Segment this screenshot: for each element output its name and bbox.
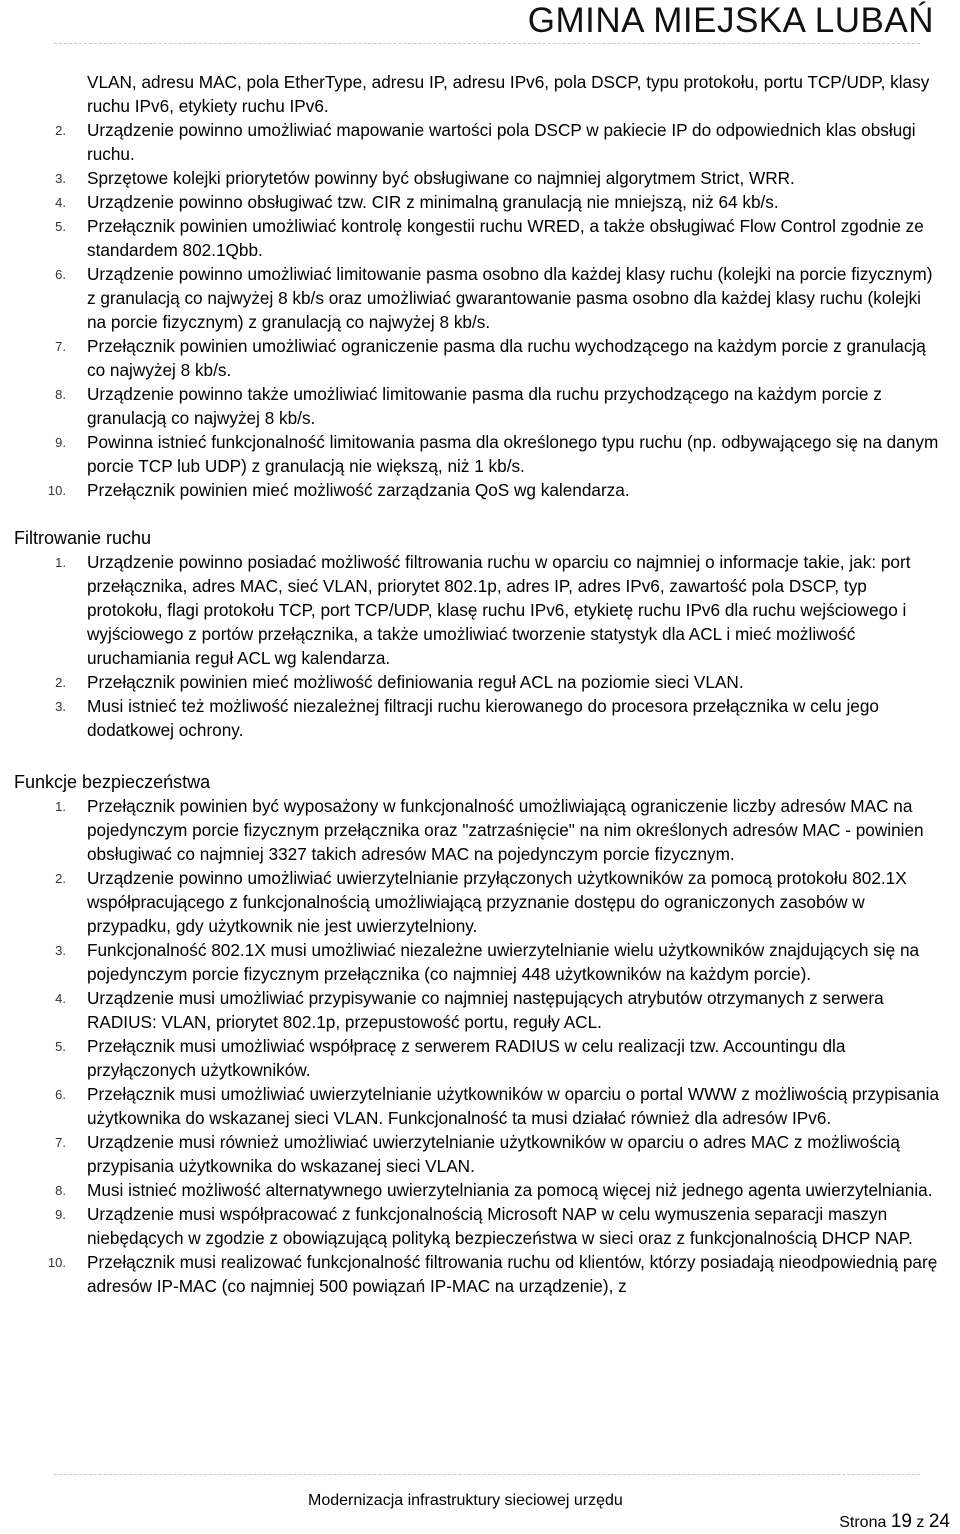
page-current: 19 [890,1511,912,1532]
list-item-text: Musi istnieć możliwość alternatywnego uwierzytelniania za pomocą więcej niż jednego agenta uwierzytelniania. [87,1180,933,1200]
list-item-text: Przełącznik musi realizować funkcjonalność filtrowania ruchu od klientów, którzy posiadają nieodpowiednią parę adresów IP-MAC (co najmniej 500 powiązań IP-MAC na urządzenie), z [87,1252,938,1296]
list-item-number: 2. [55,871,66,886]
list-item [0,938,960,986]
list-item [0,694,960,742]
list-item [0,1034,960,1082]
list-item [0,214,960,262]
list-item-text: Funkcjonalność 802.1X musi umożliwiać niezależne uwierzytelnianie wielu użytkowników znajdujących się na pojedynczym porcie fizycznym przełącznika (co najmniej 448 użytkowników na każdym porcie). [87,940,920,984]
list-item [0,866,960,938]
list-item-number: 3. [55,699,66,714]
list-item [0,334,960,382]
qos-requirements-list [0,70,960,502]
list-item-number: 3. [55,943,66,958]
list-item-number: 6. [55,267,66,282]
list-item-number: 9. [55,435,66,450]
list-item [0,1082,960,1130]
list-item-number: 10. [47,483,66,498]
document-header-title: GMINA MIEJSKA LUBAŃ [527,1,934,40]
list-item-number: 1. [55,555,66,570]
list-item-number: 7. [55,1135,66,1150]
list-item [0,430,960,478]
list-item [0,1178,960,1202]
list-item [0,190,960,214]
list-item-number: 2. [55,675,66,690]
list-item-text: Urządzenie powinno obsługiwać tzw. CIR z minimalną granulacją nie mniejszą, niż 64 kb/s. [87,192,779,212]
list-item-text: Przełącznik powinien być wyposażony w funkcjonalność umożliwiającą ograniczenie liczby adresów MAC na pojedynczym porcie fizycznym przełącznika oraz "zatrzaśnięcie" na nim określonych adresów MAC - powinien obsługiwać co najmniej 3327 takich adresów MAC na pojedynczym porcie fizycznym. [87,796,924,864]
list-item [0,382,960,430]
list-item-number: 4. [55,991,66,1006]
list-item-text: Urządzenie musi umożliwiać przypisywanie co najmniej następujących atrybutów otrzymanych z serwera RADIUS: VLAN, priorytet 802.1p, przepustowość portu, reguły ACL. [87,988,884,1032]
footer-divider [54,1474,920,1475]
list-item-number: 5. [55,219,66,234]
list-item-text: Przełącznik musi umożliwiać uwierzytelnianie użytkowników w oparciu o portal WWW z możliwością przypisania użytkownika do wskazanej sieci VLAN. Funkcjonalność ta musi działać również dla adresów IPv6. [87,1084,940,1128]
list-item-number: 7. [55,339,66,354]
list-item-text: Urządzenie musi również umożliwiać uwierzytelnianie użytkowników w oparciu o adres MAC z możliwością przypisania użytkownika do wskazanej sieci VLAN. [87,1132,900,1176]
list-item-text: Powinna istnieć funkcjonalność limitowania pasma dla określonego typu ruchu (np. odbywającego się na danym porcie TCP lub UDP) z granulacją nie większą, niż 1 kb/s. [87,432,939,476]
list-item [0,986,960,1034]
list-item-text: Sprzętowe kolejki priorytetów powinny być obsługiwane co najmniej algorytmem Strict, WRR. [87,168,795,188]
list-item [0,1130,960,1178]
page-prefix: Strona [839,1514,887,1531]
list-item-number: 3. [55,171,66,186]
page-number [839,1511,950,1534]
list-item [0,262,960,334]
traffic-filtering-list [0,550,960,742]
list-item [0,1250,960,1298]
list-item [0,670,960,694]
list-item-text: Urządzenie powinno umożliwiać mapowanie wartości pola DSCP w pakiecie IP do odpowiednich klas obsługi ruchu. [87,120,916,164]
section-heading-traffic-filtering: Filtrowanie ruchu [14,528,152,548]
list-item-number: 5. [55,1039,66,1054]
list-item-text: Urządzenie musi współpracować z funkcjonalnością Microsoft NAP w celu wymuszenia separacji maszyn niebędących w zgodzie z obowiązującą polityką bezpieczeństwa w sieci oraz z funkcjonalnością DHCP NAP. [87,1204,913,1248]
list-item [0,794,960,866]
list-item-text: VLAN, adresu MAC, pola EtherType, adresu IP, adresu IPv6, pola DSCP, typu protokołu, portu TCP/UDP, klasy ruchu IPv6, etykiety ruchu IPv6. [87,72,930,116]
list-item-number: 9. [55,1207,66,1222]
list-item-text: Przełącznik musi umożliwiać współpracę z serwerem RADIUS w celu realizacji tzw. Accountingu dla przyłączonych użytkowników. [87,1036,846,1080]
list-item-number: 8. [55,387,66,402]
list-item-text: Musi istnieć też możliwość niezależnej filtracji ruchu kierowanego do procesora przełącznika w celu jego dodatkowej ochrony. [87,696,879,740]
list-item-text: Urządzenie powinno także umożliwiać limitowanie pasma dla ruchu przychodzącego na każdym porcie z granulacją co najwyżej 8 kb/s. [87,384,882,428]
list-item-text: Urządzenie powinno umożliwiać uwierzytelnianie przyłączonych użytkowników za pomocą protokołu 802.1X współpracującego z funkcjonalnością umożliwiającą przyznanie dostępu do ograniczonych zasobów w przypadku, gdy użytkownik nie jest uwierzytelniony. [87,868,907,936]
list-item-number: 10. [47,1255,66,1270]
footer-document-title: Modernizacja infrastruktury sieciowej urzędu [308,1492,623,1509]
list-item [0,1202,960,1250]
list-item-number: 4. [55,195,66,210]
list-item-number: 8. [55,1183,66,1198]
list-item [0,478,960,502]
list-item-text: Przełącznik powinien umożliwiać kontrolę kongestii ruchu WRED, a także obsługiwać Flow Control zgodnie ze standardem 802.1Qbb. [87,216,924,260]
list-item [0,70,960,118]
section-heading-security: Funkcje bezpieczeństwa [14,772,211,792]
security-functions-list [0,794,960,1298]
page-total: 24 [928,1511,950,1532]
header-divider [54,43,920,44]
list-item [0,550,960,670]
list-item-text: Urządzenie powinno umożliwiać limitowanie pasma osobno dla każdej klasy ruchu (kolejki na porcie fizycznym) z granulacją co najwyżej 8 kb/s oraz umożliwiać gwarantowanie pasma osobno dla każdej klasy ruchu (kolejki na porcie fizycznym) z granulacją co najwyżej 8 kb/s. [87,264,933,332]
list-item-number: 2. [55,123,66,138]
list-item [0,118,960,166]
list-item-text: Urządzenie powinno posiadać możliwość filtrowania ruchu w oparciu co najmniej o informacje takie, jak: port przełącznika, adres MAC, sieć VLAN, priorytet 802.1p, adres IP, adres IPv6, zawartość pola DSCP, typ protokołu, flagi protokołu TCP, port TCP/UDP, klasę ruchu IPv6, etykietę ruchu IPv6 dla ruchu wejściowego i wyjściowego z portów przełącznika, a także umożliwiać tworzenie statystyk dla ACL i mieć możliwość uruchamiania reguł ACL wg kalendarza. [87,552,911,668]
list-item-text: Przełącznik powinien mieć możliwość zarządzania QoS wg kalendarza. [87,480,630,500]
list-item-text: Przełącznik powinien umożliwiać ograniczenie pasma dla ruchu wychodzącego na każdym porcie z granulacją co najwyżej 8 kb/s. [87,336,926,380]
page-separator: z [916,1514,925,1531]
list-item-number: 1. [55,799,66,814]
document-body [0,70,960,1298]
list-item-text: Przełącznik powinien mieć możliwość definiowania reguł ACL na poziomie sieci VLAN. [87,672,744,692]
list-item-number: 6. [55,1087,66,1102]
list-item [0,166,960,190]
